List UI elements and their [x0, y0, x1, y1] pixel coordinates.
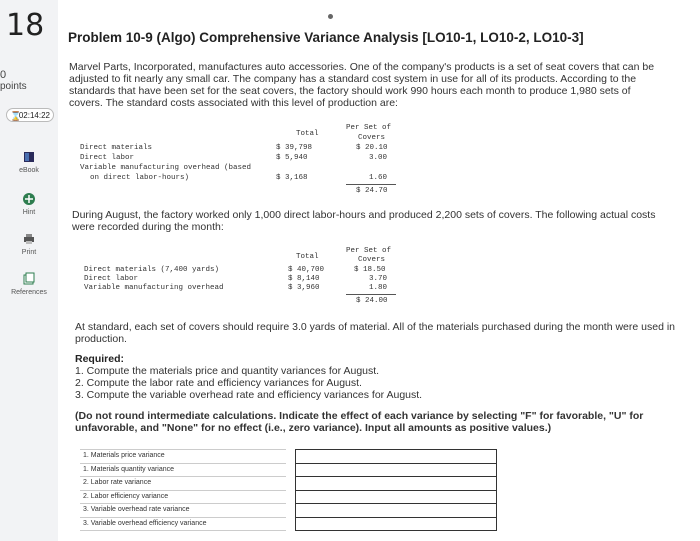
print-label: Print	[21, 249, 37, 256]
row-total-variable-overhead: $ 3,168	[276, 174, 308, 182]
timer-value: 02:14:22	[18, 111, 50, 120]
hint-label: Hint	[22, 209, 36, 216]
answer-label-labor-rate: 2. Labor rate variance	[80, 477, 286, 491]
sidebar	[0, 0, 58, 541]
required-item-3: 3. Compute the variable overhead rate and efficiency variances for August.	[75, 389, 423, 401]
answer-input-overhead-efficiency[interactable]	[296, 518, 496, 532]
row-total-direct-labor: $ 8,140	[288, 275, 320, 283]
row-per-direct-materials: $ 18.50	[354, 266, 386, 274]
required-item-1: 1. Compute the materials price and quantity variances for August.	[75, 365, 380, 377]
row-total-direct-materials: $ 40,700	[288, 266, 325, 274]
answer-input-labor-efficiency[interactable]	[296, 491, 496, 505]
answer-labels	[80, 449, 286, 531]
answer-input-overhead-rate[interactable]	[296, 504, 496, 518]
status-dot	[328, 14, 333, 19]
points-indicator	[0, 70, 27, 92]
problem-page	[58, 0, 700, 541]
col-header-per-set: Per Set of	[346, 124, 392, 132]
question-number: 18	[6, 8, 45, 43]
printer-icon	[22, 232, 36, 246]
row-label-direct-materials: Direct materials (7,400 yards)	[84, 266, 220, 274]
sum-line	[346, 294, 396, 295]
standard-cost-table	[80, 124, 410, 196]
sum-line	[346, 184, 396, 185]
standard-note: At standard, each set of covers should require 3.0 yards of material. All of the materials purchased during the month were used in production.	[75, 321, 675, 345]
required-item-2: 2. Compute the labor rate and efficiency variances for August.	[75, 377, 362, 389]
col-header-total: Total	[296, 130, 319, 138]
hint-button[interactable]	[4, 192, 54, 216]
row-label-direct-labor: Direct labor	[84, 275, 139, 283]
row-total-direct-materials: $ 39,798	[276, 144, 313, 152]
row-total-variable-overhead: $ 3,960	[288, 284, 320, 292]
actual-cost-table	[84, 247, 414, 309]
row-per-direct-labor: 3.70	[369, 275, 388, 283]
col-header-covers: Covers	[358, 256, 386, 264]
points-value: 0	[0, 69, 7, 81]
answer-label-overhead-rate: 3. Variable overhead rate variance	[80, 504, 286, 518]
print-button[interactable]	[4, 232, 54, 256]
august-text: During August, the factory worked only 1,000 direct labor-hours and produced 2,200 sets of covers. The following actual costs were recorded during the month:	[72, 209, 656, 233]
row-per-total: $ 24.00	[356, 297, 388, 305]
answer-inputs	[295, 449, 497, 531]
row-per-direct-materials: $ 20.10	[356, 144, 388, 152]
answer-input-labor-rate[interactable]	[296, 477, 496, 491]
answer-input-materials-quantity[interactable]	[296, 464, 496, 478]
answer-label-labor-efficiency: 2. Labor efficiency variance	[80, 491, 286, 505]
answer-input-materials-price[interactable]	[296, 450, 496, 464]
row-label-direct-labor: Direct labor	[80, 154, 135, 162]
hourglass-icon: ⌛	[10, 111, 22, 121]
ebook-label: eBook	[19, 167, 39, 174]
timer	[6, 108, 54, 122]
row-per-variable-overhead: 1.80	[369, 284, 388, 292]
col-header-total: Total	[296, 253, 319, 261]
references-icon	[22, 272, 36, 286]
book-icon	[22, 150, 36, 164]
col-header-covers: Covers	[358, 134, 386, 142]
row-per-direct-labor: 3.00	[369, 154, 388, 162]
row-label-direct-materials: Direct materials	[80, 144, 153, 152]
answer-label-materials-price: 1. Materials price variance	[80, 450, 286, 464]
points-label: points	[0, 81, 27, 92]
required-heading: Required:	[75, 353, 125, 365]
problem-intro: Marvel Parts, Incorporated, manufactures auto accessories. One of the company's products is a set of seat covers that can be adjusted to fit nearly any small car. The company has a standard cost system in use for all of its products. According to the standards that have been set for the seat covers, the factory should work 990 hours each month to produce 1,980 sets of covers. The standard costs associated with this level of production are:	[69, 61, 655, 109]
answer-label-materials-quantity: 1. Materials quantity variance	[80, 464, 286, 478]
answer-label-overhead-efficiency: 3. Variable overhead efficiency variance	[80, 518, 286, 532]
row-label-variable-overhead: Variable manufacturing overhead (based	[80, 164, 252, 172]
row-per-total: $ 24.70	[356, 187, 388, 195]
instruction-note: (Do not round intermediate calculations. Indicate the effect of each variance by selecting "F" for favorable, "U" for unfavorable, and "None" for no effect (i.e., zero variance). Input all amounts as positive values.)	[75, 410, 644, 434]
references-label: References	[11, 289, 47, 296]
ebook-button[interactable]	[4, 150, 54, 174]
references-button[interactable]	[4, 272, 54, 296]
row-label-variable-overhead: Variable manufacturing overhead	[84, 284, 224, 292]
row-label-variable-overhead-2: on direct labor-hours)	[90, 174, 190, 182]
row-total-direct-labor: $ 5,940	[276, 154, 308, 162]
required-section	[75, 353, 675, 401]
row-per-variable-overhead: 1.60	[369, 174, 388, 182]
problem-title: Problem 10-9 (Algo) Comprehensive Variance Analysis [LO10-1, LO10-2, LO10-3]	[68, 30, 584, 45]
hint-icon	[22, 192, 36, 206]
col-header-per-set: Per Set of	[346, 247, 392, 255]
